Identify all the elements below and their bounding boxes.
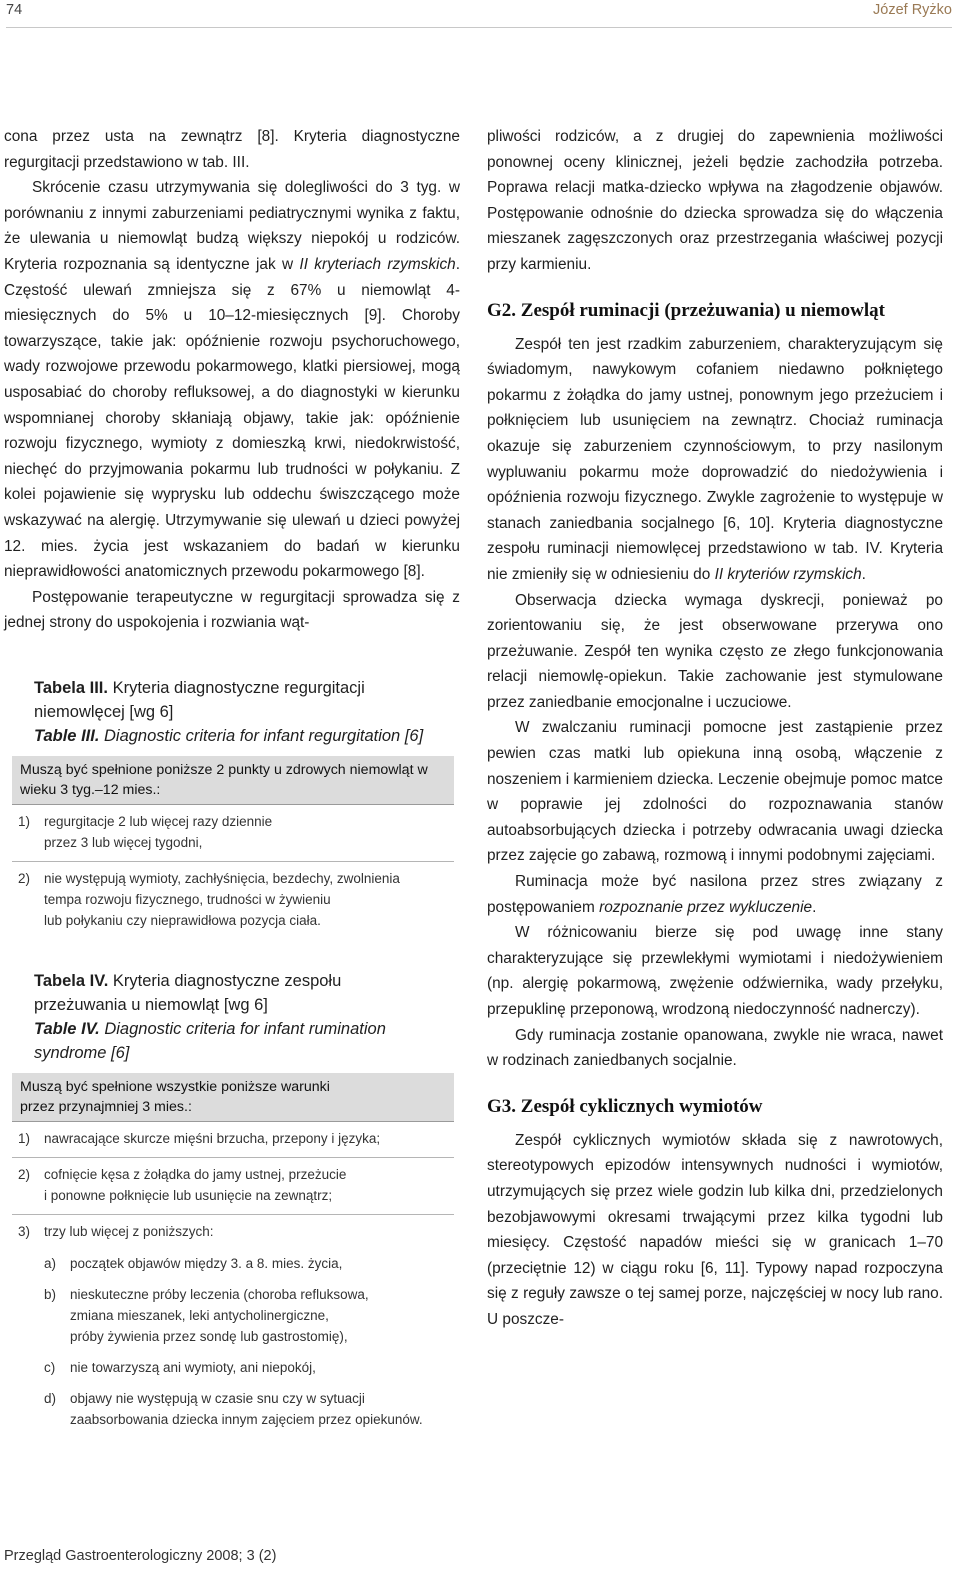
table-row: 2) cofnięcie kęsa z żołądka do jamy ustnej, przeżucie i ponowne połknięcie lub usunięcie na zewnątrz; bbox=[12, 1158, 454, 1215]
paragraph: Skrócenie czasu utrzymywania się dolegliwości do 3 tyg. w porównaniu z innymi zaburzeniami pediatrycznymi wynika z faktu, że ulewania u niemowląt budzą większy niepokój u rodziców. Kryteria rozpoznania są identyczne jak w II kryteriach rzymskich. Częstość ulewań zmniejsza się z 67% u niemowląt 4-miesięcznych do 5% u 10–12-miesięcznych [9]. Choroby towarzyszące, takie jak: opóźnienie rozwoju psychoruchowego, wady rozwojowe przewodu pokarmowego, klatki piersiowej, mogą usposabiać do choroby refluksowej, a do diagnostyki w kierunku wspomnianej choroby skłaniają objawy, takie jak: opóźnienie rozwoju fizycznego, wymioty z domieszką krwi, niedokrwistość, niechęć do przyjmowania pokarmu lub trudności w połykaniu. Z kolei pojawienie się wyprysku lub oddechu świszczącego może wskazywać na alergię. Utrzymywanie się ulewań u dzieci powyżej 12. mies. życia jest wskazaniem do badań w kierunku nieprawidłowości anatomicznych przewodu pokarmowego [8]. bbox=[4, 179, 461, 581]
header-rule bbox=[6, 27, 952, 28]
list-item: a) początek objawów między 3. a 8. mies. życia, bbox=[44, 1255, 343, 1271]
journal-footer: Przegląd Gastroenterologiczny 2008; 3 (2) bbox=[4, 1548, 277, 1564]
paragraph: cona przez usta na zewnątrz [8]. Kryteria diagnostyczne regurgitacji przedstawiono w tab. III. bbox=[4, 128, 460, 171]
running-head bbox=[6, 2, 952, 22]
table-header: Muszą być spełnione poniższe 2 punkty u zdrowych niemowląt w wieku 3 tyg.–12 mies.: bbox=[12, 756, 454, 805]
table-row: 3) trzy lub więcej z poniższych: a) początek objawów między 3. a 8. mies. życia, b) nieskuteczne próby leczenia (choroba refluksowa, zmiana mieszanek, leki antycholinergiczne, próby żywienia przez sondę lub gastrostomię), c) nie towarzyszą ani wymioty, ani niepokój, d) objawy nie występują w czasie snu czy w sytuacji zaabsorbowania dziecka innym zajęciem przez opiekunów. bbox=[12, 1215, 454, 1443]
paragraph: pliwości rodziców, a z drugiej do zapewnienia możliwości ponownej oceny klinicznej, jeżeli będzie zachodziła potrzeba. Poprawa relacji matka-dziecko wpływa na złagodzenie objawów. Postępowanie odnośnie do dziecka sprowadza się do włączenia mieszanek zagęszczonych oraz przestrzegania właściwej pozycji przy karmieniu. bbox=[487, 128, 943, 273]
section-heading: G2. Zespół ruminacji (przeżuwania) u niemowląt bbox=[487, 299, 885, 321]
table-row: 1) regurgitacje 2 lub więcej razy dziennie przez 3 lub więcej tygodni, bbox=[12, 805, 454, 862]
section-heading: G3. Zespół cyklicznych wymiotów bbox=[487, 1095, 763, 1117]
table-caption: Tabela III. Kryteria diagnostyczne regurgitacji niemowlęcej [wg 6] Table III. Diagnostic criteria for infant regurgitation [6] bbox=[34, 678, 424, 745]
table-caption: Tabela IV. Kryteria diagnostyczne zespołu przeżuwania u niemowląt [wg 6] Table IV. Diagnostic criteria for infant rumination syndrome [6] bbox=[34, 971, 386, 1062]
list-item: c) nie towarzyszą ani wymioty, ani niepokój, bbox=[44, 1359, 316, 1375]
paragraph: Zespół cyklicznych wymiotów składa się z nawrotowych, stereotypowych epizodów intensywnych nudności i wymiotów, utrzymujących się przez wiele godzin lub kilka dni, przedzielonych bezobjawowymi okresami trwającymi przez kilka tygodni lub miesięcy. Częstość napadów mieści się w granicach 1–70 (przeciętnie 12) w ciągu roku [6, 11]. Typowy napad rozpoczyna się z reguły zawsze o tej samej porze, najczęściej w nocy lub rano. U poszcze- bbox=[487, 1131, 943, 1328]
paragraph: Postępowanie terapeutyczne w regurgitacji sprowadza się z jednej strony do uspokojenia i rozwiania wąt- bbox=[4, 588, 460, 632]
criteria-table bbox=[12, 756, 454, 939]
table-header: Muszą być spełnione wszystkie poniższe warunki przez przynajmniej 3 mies.: bbox=[12, 1073, 454, 1122]
paragraph: Gdy ruminacja zostanie opanowana, zwykle nie wraca, nawet w rodzinach zaniedbanych socjalnie. bbox=[487, 1026, 943, 1070]
list-item: d) objawy nie występują w czasie snu czy w sytuacji zaabsorbowania dziecka innym zajęciem przez opiekunów. bbox=[44, 1390, 423, 1427]
table-3 bbox=[4, 676, 460, 939]
paragraph: Zespół ten jest rzadkim zaburzeniem, charakteryzującym się świadomym, nawykowym cofaniem niedawno połkniętego pokarmu z żołądka do jamy ustnej, ponownym jego przeżuciem i połknięciem lub usunięciem na zewnątrz. Chociaż ruminacja okazuje się zaburzeniem czynnościowym, to przy nasilonym wypluwaniu pokarmu może doprowadzić do niedożywienia i opóźnienia rozwoju fizycznego. Zwykle zagrożenie to występuje w stanach zaniedbania socjalnego [6, 10]. Kryteria diagnostyczne zespołu ruminacji niemowlęcej przedstawiono w tab. IV. Kryteria nie zmieniły się w odniesieniu do II kryteriów rzymskich. bbox=[487, 335, 943, 583]
table-4 bbox=[4, 969, 460, 1443]
left-column bbox=[4, 124, 460, 1443]
paragraph: Obserwacja dziecka wymaga dyskrecji, ponieważ po zorientowaniu się, że jest obserwowane przerywa ono przeżuwanie. Zespół ten wynika często ze złego funkcjonowania relacji niemowlę-opiekun. Takie zachowanie jest stymulowane przez zaniedbanie emocjonalne i uczuciowe. bbox=[487, 591, 943, 711]
table-row: 2) nie występują wymioty, zachłyśnięcia, bezdechy, zwolnienia tempa rozwoju fizycznego, trudności w żywieniu lub połykaniu czy nieprawidłowa pozycja ciała. bbox=[18, 870, 400, 928]
table-row: 1) nawracające skurcze mięśni brzucha, przepony i języka; bbox=[12, 1122, 454, 1158]
list-item: b) nieskuteczne próby leczenia (choroba refluksowa, zmiana mieszanek, leki antycholinergiczne, próby żywienia przez sondę lub gastrostomię), bbox=[44, 1286, 369, 1344]
criteria-table bbox=[12, 1073, 454, 1443]
paragraph: W różnicowaniu bierze się pod uwagę inne stany charakteryzujące się przewlekłymi wymiotami i niedożywieniem (np. alergię pokarmową, zwężenie odźwiernika, wady przełyku, przepuklinę przeponową, wrodzoną niedoczynność nadnerczy). bbox=[487, 924, 943, 1018]
sub-list bbox=[44, 1248, 448, 1435]
running-author: Józef Ryżko bbox=[873, 2, 952, 18]
paragraph: Ruminacja może być nasilona przez stres związany z postępowaniem rozpoznanie przez wykluczenie. bbox=[487, 873, 943, 916]
page-number: 74 bbox=[6, 2, 23, 18]
paragraph: W zwalczaniu ruminacji pomocne jest zastąpienie przez pewien czas matki lub opiekuna inną osobą, włączenie z noszeniem i karmieniem dziecka. Leczenie obejmuje pomoc matce w poprawie jej zdolności do rozpoznawania stanów autoabsorbujących dziecka i potrzeby odwracania uwagi dziecka przez zajęcie go zabawą, rozmową i innymi podobnymi zajęciami. bbox=[487, 719, 943, 865]
right-column bbox=[487, 124, 943, 1333]
